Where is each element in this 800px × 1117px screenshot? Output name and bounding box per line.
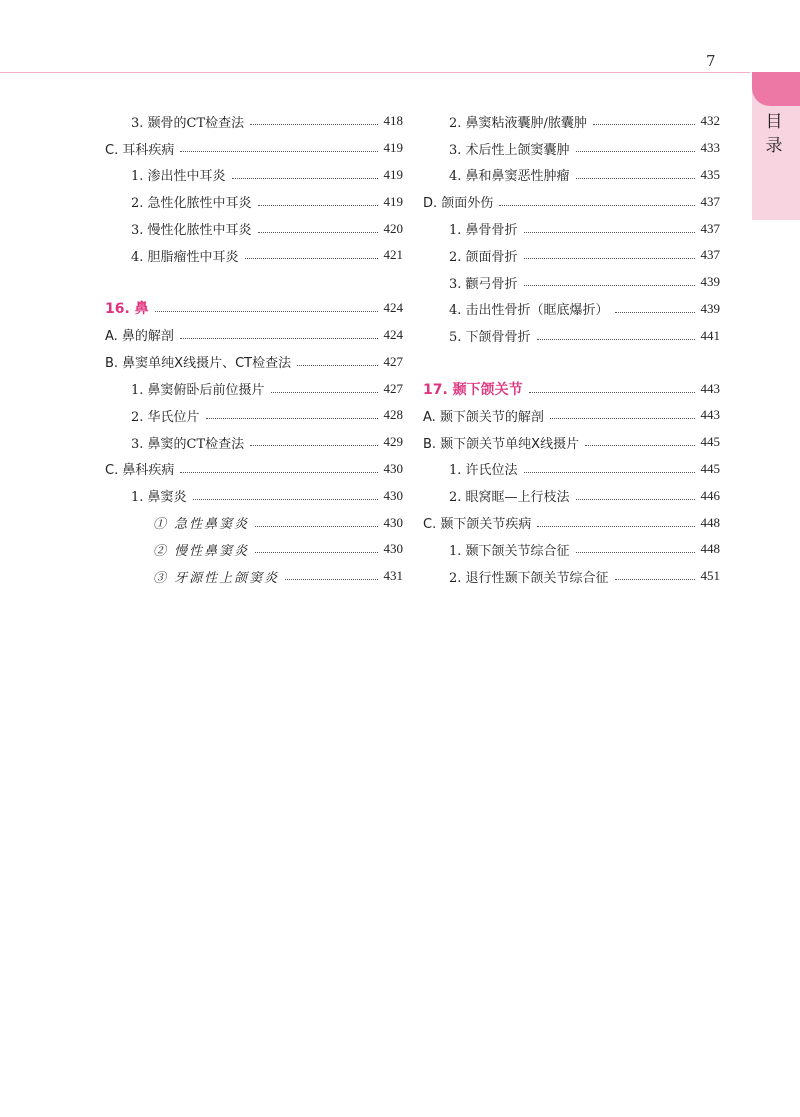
toc-entry-label: 4. 鼻和鼻窦恶性肿瘤	[449, 169, 570, 185]
toc-entry-page: 420	[383, 220, 403, 236]
toc-entry-label: 2. 退行性颞下颌关节综合征	[449, 570, 609, 586]
toc-entry[interactable]	[423, 269, 720, 296]
dot-leader	[206, 417, 378, 419]
toc-entry[interactable]	[423, 456, 720, 483]
toc-entry-page: 421	[383, 247, 403, 263]
toc-entry[interactable]	[423, 296, 720, 323]
toc-entry-page: 419	[383, 140, 403, 156]
toc-entry-label: 1. 鼻骨骨折	[449, 223, 518, 239]
toc-entry-page: 427	[383, 353, 403, 369]
toc-entry-page: 443	[700, 380, 720, 396]
dot-leader	[250, 444, 377, 446]
toc-entry[interactable]	[105, 348, 403, 375]
toc-entry[interactable]	[423, 188, 720, 215]
toc-right-column	[423, 108, 720, 590]
toc-entry[interactable]	[423, 135, 720, 162]
toc-entry-label: 2. 急性化脓性中耳炎	[131, 196, 252, 212]
toc-entry-label: 1. 渗出性中耳炎	[131, 169, 226, 185]
dot-leader	[576, 150, 695, 152]
side-tab-cap	[752, 72, 800, 106]
toc-entry[interactable]	[105, 536, 403, 563]
toc-entry[interactable]	[423, 429, 720, 456]
dot-leader	[258, 204, 378, 206]
toc-entry[interactable]	[105, 188, 403, 215]
toc-entry-label: 3. 颞骨的CT检查法	[131, 115, 245, 131]
toc-entry-label: 16. 鼻	[105, 301, 149, 318]
dot-leader	[524, 471, 695, 473]
toc-entry[interactable]	[105, 135, 403, 162]
toc-entry[interactable]	[105, 509, 403, 536]
dot-leader	[593, 123, 695, 125]
toc-entry[interactable]	[105, 242, 403, 269]
dot-leader	[180, 150, 377, 152]
toc-entry-page: 433	[700, 140, 720, 156]
toc-entry-label: A. 鼻的解剖	[105, 329, 174, 345]
toc-entry-label: 3. 颧弓骨折	[449, 276, 518, 292]
toc-entry-page: 439	[700, 274, 720, 290]
toc-entry-label: C. 鼻科疾病	[105, 463, 175, 479]
toc-entry-label: ③ 牙源性上颌窦炎	[153, 570, 280, 586]
toc-entry-page: 451	[700, 568, 720, 584]
toc-entry[interactable]	[105, 563, 403, 590]
toc-entry[interactable]	[423, 162, 720, 189]
toc-entry[interactable]	[105, 375, 403, 402]
toc-entry-page: 439	[700, 300, 720, 316]
toc-entry-page: 437	[700, 247, 720, 263]
toc-entry[interactable]	[105, 215, 403, 242]
dot-leader	[537, 338, 695, 340]
dot-leader	[180, 337, 378, 339]
toc-entry-page: 424	[383, 300, 403, 316]
toc-entry[interactable]	[423, 402, 720, 429]
dot-leader	[499, 204, 694, 206]
toc-entry[interactable]	[423, 536, 720, 563]
toc-entry-label: ① 急性鼻窦炎	[153, 517, 250, 533]
toc-entry[interactable]	[105, 108, 403, 135]
toc-entry-page: 437	[700, 193, 720, 209]
toc-entry-page: 430	[383, 460, 403, 476]
toc-entry[interactable]	[423, 108, 720, 135]
toc-entry-page: 445	[700, 460, 720, 476]
toc-entry-label: 1. 鼻窦炎	[131, 490, 187, 506]
toc-entry-page: 441	[700, 327, 720, 343]
toc-entry-label: ② 慢性鼻窦炎	[153, 543, 250, 559]
toc-entry[interactable]	[423, 215, 720, 242]
side-tab-label: 目录	[765, 112, 783, 156]
toc-entry-label: 2. 鼻窦粘液囊肿/脓囊肿	[449, 115, 587, 131]
dot-leader	[271, 391, 378, 393]
dot-leader	[255, 551, 377, 553]
toc-entry-label: 2. 华氏位片	[131, 409, 200, 425]
toc-entry-label: 2. 眼窝眶—上行枝法	[449, 490, 570, 506]
toc-entry-page: 418	[383, 113, 403, 129]
toc-entry-page: 430	[383, 487, 403, 503]
dot-leader	[524, 257, 695, 259]
dot-leader	[615, 311, 695, 313]
toc-entry[interactable]	[423, 482, 720, 509]
toc-entry-page: 428	[383, 407, 403, 423]
toc-entry-label: 3. 术后性上颌窦囊肿	[449, 142, 570, 158]
toc-entry-label: D. 颌面外伤	[423, 196, 494, 212]
toc-entry[interactable]	[423, 322, 720, 349]
dot-leader	[529, 391, 695, 393]
toc-entry-label: 5. 下颌骨骨折	[449, 330, 531, 346]
page-number: 7	[706, 52, 716, 70]
toc-entry[interactable]	[423, 509, 720, 536]
toc-entry-page: 431	[383, 568, 403, 584]
toc-entry-label: B. 鼻窦单纯X线摄片、CT检查法	[105, 356, 292, 372]
toc-entry-page: 446	[700, 487, 720, 503]
toc-entry[interactable]	[105, 162, 403, 189]
dot-leader	[576, 498, 695, 500]
dot-leader	[576, 177, 695, 179]
toc-entry-page: 448	[700, 541, 720, 557]
toc-entry[interactable]	[105, 322, 403, 349]
toc-entry-page: 448	[700, 514, 720, 530]
toc-entry-label: C. 颞下颌关节疾病	[423, 517, 532, 533]
toc-entry-page: 445	[700, 434, 720, 450]
toc-entry-label: 17. 颞下颌关节	[423, 381, 523, 398]
toc-entry-page: 435	[700, 166, 720, 182]
dot-leader	[576, 551, 695, 553]
toc-entry[interactable]	[423, 563, 720, 590]
toc-entry[interactable]	[105, 402, 403, 429]
toc-entry-label: C. 耳科疾病	[105, 142, 175, 158]
toc-entry-label: A. 颞下颌关节的解剖	[423, 409, 544, 425]
toc-entry-label: B. 颞下颌关节单纯X线摄片	[423, 436, 580, 452]
toc-entry-page: 432	[700, 113, 720, 129]
toc-entry[interactable]	[105, 456, 403, 483]
dot-leader	[524, 231, 695, 233]
toc-entry-page: 427	[383, 380, 403, 396]
toc-entry-page: 419	[383, 193, 403, 209]
toc-entry-label: 1. 许氏位法	[449, 463, 518, 479]
toc-entry-label: 4. 胆脂瘤性中耳炎	[131, 249, 239, 265]
dot-leader	[255, 525, 377, 527]
toc-entry-page: 443	[700, 407, 720, 423]
toc-entry-label: 1. 颞下颌关节综合征	[449, 543, 570, 559]
dot-leader	[615, 578, 695, 580]
toc-entry-label: 2. 颌面骨折	[449, 249, 518, 265]
dot-leader	[585, 444, 694, 446]
dot-leader	[285, 578, 377, 580]
toc-entry-label: 4. 击出性骨折（眶底爆折）	[449, 303, 609, 319]
dot-leader	[250, 123, 377, 125]
toc-entry-label: 3. 鼻窦的CT检查法	[131, 436, 245, 452]
chapter-gap	[105, 269, 403, 295]
toc-entry-page: 429	[383, 434, 403, 450]
dot-leader	[537, 525, 694, 527]
dot-leader	[232, 177, 378, 179]
toc-entry[interactable]	[423, 242, 720, 269]
toc-entry-page: 424	[383, 326, 403, 342]
toc-left-column	[105, 108, 403, 590]
header-rule	[0, 72, 750, 73]
toc-entry-page: 437	[700, 220, 720, 236]
dot-leader	[180, 471, 377, 473]
dot-leader	[258, 231, 378, 233]
chapter-gap	[423, 349, 720, 375]
toc-entry-page: 419	[383, 166, 403, 182]
dot-leader	[524, 284, 695, 286]
dot-leader	[193, 498, 378, 500]
dot-leader	[297, 364, 377, 366]
toc-entry[interactable]	[105, 429, 403, 456]
toc-chapter-entry[interactable]	[105, 295, 403, 322]
dot-leader	[155, 310, 378, 312]
dot-leader	[245, 257, 378, 259]
toc-entry-label: 3. 慢性化脓性中耳炎	[131, 223, 252, 239]
toc-chapter-entry[interactable]	[423, 375, 720, 402]
toc-entry-page: 430	[383, 541, 403, 557]
dot-leader	[550, 417, 695, 419]
toc-entry[interactable]	[105, 482, 403, 509]
toc-entry-label: 1. 鼻窦俯卧后前位摄片	[131, 383, 265, 399]
toc-entry-page: 430	[383, 514, 403, 530]
